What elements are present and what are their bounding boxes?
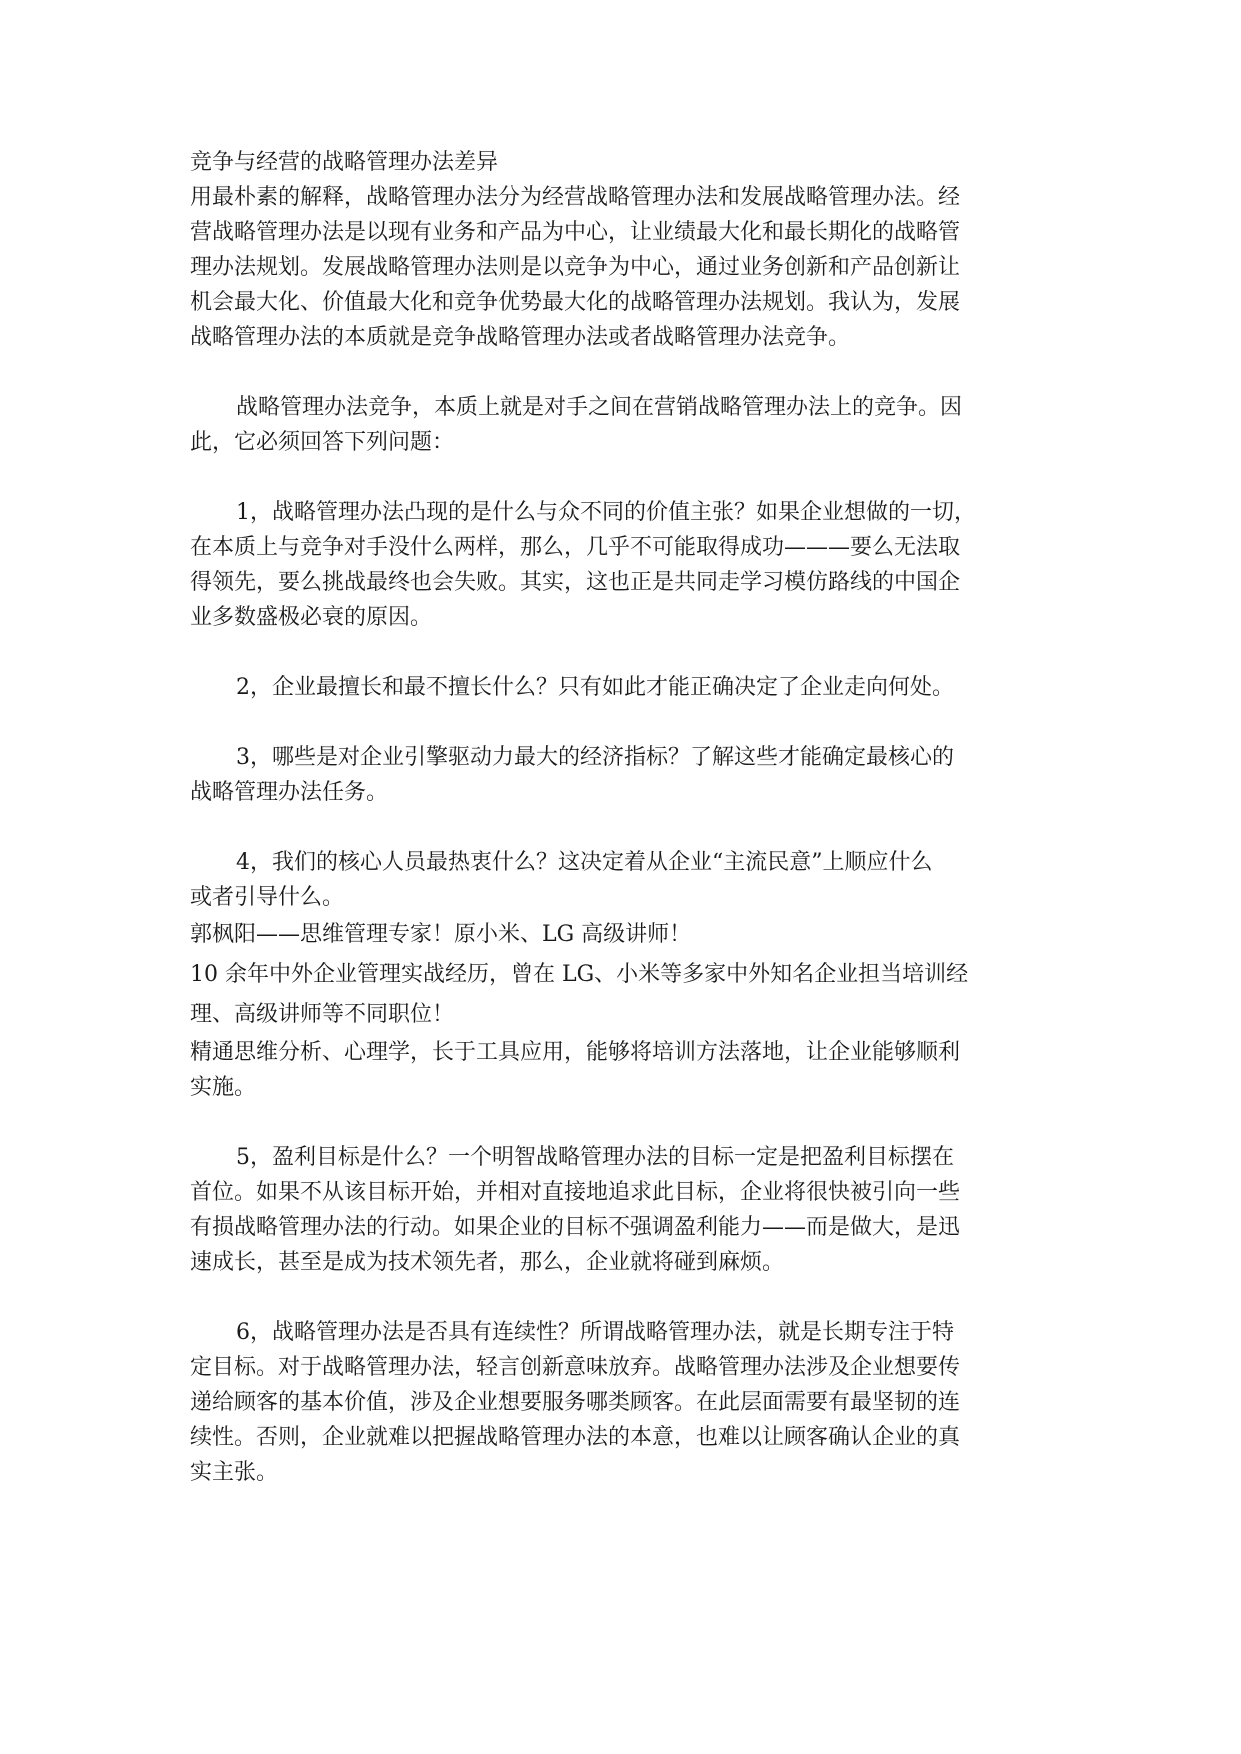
paragraph-gap	[190, 635, 1055, 670]
paragraph-gap	[190, 705, 1055, 740]
paragraph-line: 机会最大化、价值最大化和竞争优势最大化的战略管理办法规划。我认为，发展	[190, 290, 961, 315]
question-5-paragraph	[190, 1140, 1055, 1280]
paragraph-line: 有损战略管理办法的行动。如果企业的目标不强调盈利能力——而是做大，是迅	[190, 1215, 961, 1240]
question-3-paragraph	[190, 740, 1055, 810]
paragraph-line: 此，它必须回答下列问题：	[190, 430, 455, 455]
paragraph-line: 用最朴素的解释，战略管理办法分为经营战略管理办法和发展战略管理办法。经	[190, 185, 961, 210]
question-6-paragraph	[190, 1315, 1055, 1490]
question-4-paragraph	[190, 845, 1055, 915]
competition-paragraph	[190, 390, 1055, 460]
paragraph-line: 战略管理办法的本质就是竞争战略管理办法或者战略管理办法竞争。	[190, 325, 851, 350]
paragraph-line: 战略管理办法竞争，本质上就是对手之间在营销战略管理办法上的竞争。因	[236, 395, 963, 420]
paragraph-line: 在本质上与竞争对手没什么两样，那么，几乎不可能取得成功———要么无法取	[190, 535, 961, 560]
bio-line: 郭枫阳——思维管理专家！原小米、LG 高级讲师！	[190, 922, 692, 947]
paragraph-line: 或者引导什么。	[190, 885, 345, 910]
paragraph-line: 5，盈利目标是什么？一个明智战略管理办法的目标一定是把盈利目标摆在	[236, 1145, 954, 1170]
paragraph-line: 6，战略管理办法是否具有连续性？所谓战略管理办法，就是长期专注于特	[236, 1320, 954, 1345]
author-bio	[190, 915, 1055, 1105]
paragraph-gap	[190, 1105, 1055, 1140]
paragraph-gap	[190, 1280, 1055, 1315]
paragraph-line: 速成长，甚至是成为技术领先者，那么，企业就将碰到麻烦。	[190, 1250, 785, 1275]
paragraph-line: 递给顾客的基本价值，涉及企业想要服务哪类顾客。在此层面需要有最坚韧的连	[190, 1390, 961, 1415]
question-1-paragraph	[190, 495, 1055, 635]
paragraph-line: 3，哪些是对企业引擎驱动力最大的经济指标？了解这些才能确定最核心的	[236, 745, 954, 770]
paragraph-line: 战略管理办法任务。	[190, 780, 389, 805]
paragraph-line: 营战略管理办法是以现有业务和产品为中心，让业绩最大化和最长期化的战略管	[190, 220, 961, 245]
bio-line: 精通思维分析、心理学，长于工具应用，能够将培训方法落地，让企业能够顺利	[190, 1040, 961, 1065]
paragraph-line: 得领先，要么挑战最终也会失败。其实，这也正是共同走学习模仿路线的中国企	[190, 570, 961, 595]
paragraph-line: 2，企业最擅长和最不擅长什么？只有如此才能正确决定了企业走向何处。	[236, 675, 954, 700]
paragraph-line: 理办法规划。发展战略管理办法则是以竞争为中心，通过业务创新和产品创新让	[190, 255, 961, 280]
paragraph-line: 4，我们的核心人员最热衷什么？这决定着从企业“主流民意”上顺应什么	[236, 850, 933, 875]
paragraph-line: 业多数盛极必衰的原因。	[190, 605, 433, 630]
bio-line: 10 余年中外企业管理实战经历，曾在 LG、小米等多家中外知名企业担当培训经	[190, 962, 969, 987]
question-2-paragraph	[190, 670, 1055, 705]
intro-paragraph	[190, 180, 1055, 355]
paragraph-gap	[190, 460, 1055, 495]
document-title: 竞争与经营的战略管理办法差异	[190, 150, 499, 175]
paragraph-line: 1，战略管理办法凸现的是什么与众不同的价值主张？如果企业想做的一切，	[236, 500, 976, 525]
paragraph-line: 首位。如果不从该目标开始，并相对直接地追求此目标，企业将很快被引向一些	[190, 1180, 961, 1205]
paragraph-gap	[190, 810, 1055, 845]
paragraph-line: 实主张。	[190, 1460, 279, 1485]
paragraph-gap	[190, 355, 1055, 390]
paragraph-line: 续性。否则，企业就难以把握战略管理办法的本意，也难以让顾客确认企业的真	[190, 1425, 961, 1450]
document-page	[190, 145, 1055, 1490]
bio-line: 实施。	[190, 1075, 257, 1100]
paragraph-line: 定目标。对于战略管理办法，轻言创新意味放弃。战略管理办法涉及企业想要传	[190, 1355, 961, 1380]
bio-line: 理、高级讲师等不同职位！	[190, 1002, 455, 1027]
